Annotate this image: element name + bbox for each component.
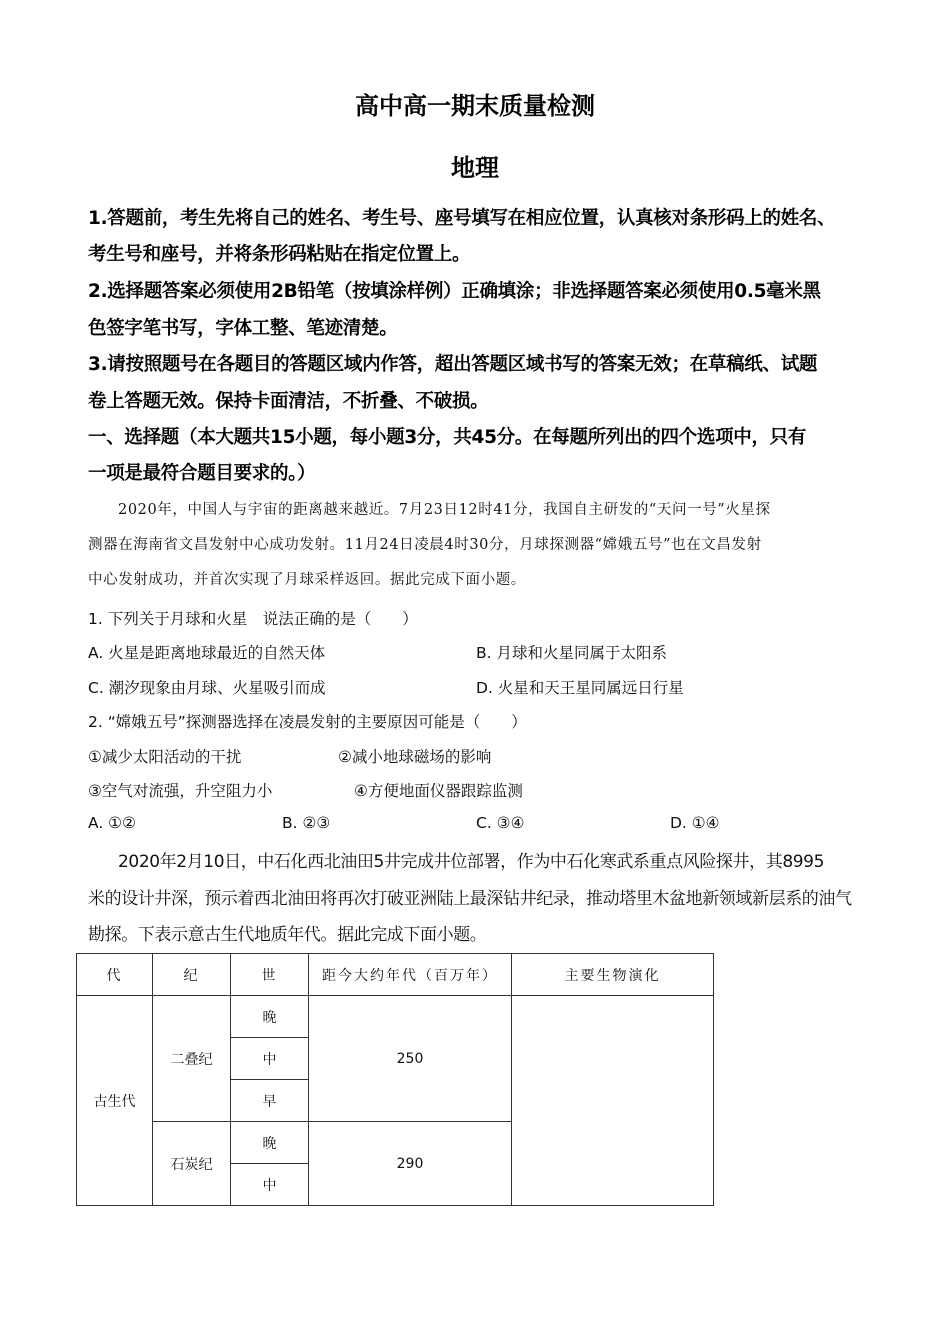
age-cell: 250: [309, 996, 512, 1122]
option-d[interactable]: D. 火星和天王星同属远日行星: [476, 679, 684, 697]
passage-line: 2020年2月10日，中石化西北油田5井完成井位部署，作为中石化寒武系重点风险探井，其8995: [118, 852, 824, 872]
passage-line: 米的设计井深，预示着西北油田将再次打破亚洲陆上最深钻井纪录，推动塔里木盆地新领域新层系的油气: [88, 889, 852, 909]
statement-1: ①减少太阳活动的干扰: [88, 748, 242, 766]
period-cell: 石炭纪: [153, 1122, 231, 1206]
statement-2: ②减小地球磁场的影响: [338, 748, 492, 766]
option-b[interactable]: B. 月球和火星同属于太阳系: [476, 644, 667, 662]
instruction-line: 2.选择题答案必须使用2B铅笔（按填涂样例）正确填涂；非选择题答案必须使用0.5毫米黑: [88, 281, 821, 302]
table-header-row: [77, 954, 714, 996]
instruction-line: 3.请按照题号在各题目的答题区域内作答，超出答题区域书写的答案无效；在草稿纸、试题: [88, 354, 818, 375]
option-c[interactable]: C. 潮汐现象由月球、火星吸引而成: [88, 679, 326, 697]
passage-line: 勘探。下表示意古生代地质年代。据此完成下面小题。: [88, 925, 487, 945]
instruction-line: 1.答题前，考生先将自己的姓名、考生号、座号填写在相应位置，认真核对条形码上的姓名、: [88, 208, 836, 229]
header-period: 纪: [153, 954, 231, 996]
option-b[interactable]: B. ②③: [282, 814, 331, 832]
option-d[interactable]: D. ①④: [670, 814, 720, 832]
passage-line: 中心发射成功，并首次实现了月球采样返回。据此完成下面小题。: [88, 572, 526, 588]
epoch-cell: 晚: [231, 1122, 309, 1164]
age-cell: 290: [309, 1122, 512, 1206]
question-stem: 2. “嫦娥五号”探测器选择在凌晨发射的主要原因可能是（ ）: [88, 713, 527, 731]
instruction-line: 卷上答题无效。保持卡面清洁，不折叠、不破损。: [88, 391, 489, 412]
header-era: 代: [77, 954, 153, 996]
header-age: 距今大约年代（百万年）: [309, 954, 512, 996]
question-stem: 1. 下列关于月球和火星 说法正确的是（ ）: [88, 610, 418, 628]
option-a[interactable]: A. ①②: [88, 814, 136, 832]
geologic-time-table: [76, 953, 714, 1206]
passage-line: 2020年，中国人与宇宙的距离越来越近。7月23日12时41分，我国自主研发的“天问一号”火星探: [118, 502, 771, 518]
header-epoch: 世: [231, 954, 309, 996]
subject-title: 地理: [451, 154, 499, 182]
option-c[interactable]: C. ③④: [476, 814, 525, 832]
statement-3: ③空气对流强，升空阻力小: [88, 782, 273, 800]
evolution-cell: [512, 996, 714, 1206]
epoch-cell: 中: [231, 1038, 309, 1080]
section-heading: 一项是最符合题目要求的。）: [88, 463, 316, 484]
document-title: 高中高一期末质量检测: [355, 92, 595, 120]
statement-4: ④方便地面仪器跟踪监测: [354, 782, 523, 800]
table-row: [77, 996, 714, 1038]
instruction-line: 色签字笔书写，字体工整、笔迹清楚。: [88, 318, 398, 339]
era-cell: 古生代: [77, 996, 153, 1206]
epoch-cell: 晚: [231, 996, 309, 1038]
header-evolution: 主要生物演化: [512, 954, 714, 996]
period-cell: 二叠纪: [153, 996, 231, 1122]
option-a[interactable]: A. 火星是距离地球最近的自然天体: [88, 644, 326, 662]
passage-line: 测器在海南省文昌发射中心成功发射。11月24日凌晨4时30分，月球探测器“嫦娥五号”也在文昌发射: [88, 537, 762, 553]
epoch-cell: 中: [231, 1164, 309, 1206]
section-heading: 一、选择题（本大题共15小题，每小题3分，共45分。在每题所列出的四个选项中，只有: [88, 427, 807, 448]
instruction-line: 考生号和座号，并将条形码粘贴在指定位置上。: [88, 244, 471, 265]
epoch-cell: 早: [231, 1080, 309, 1122]
